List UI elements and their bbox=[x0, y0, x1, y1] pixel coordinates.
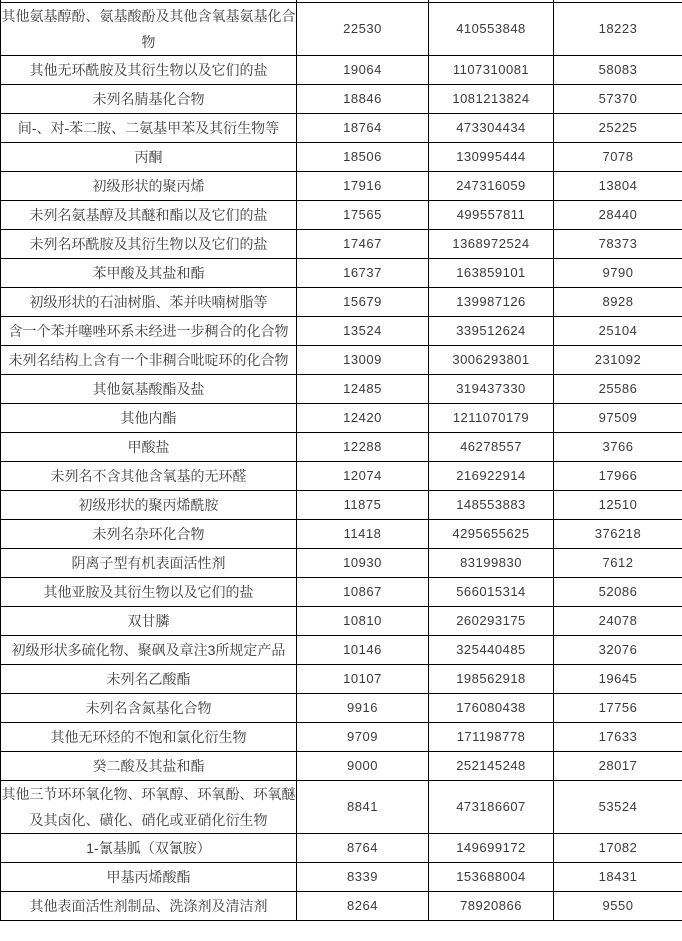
value-cell-1: 22530 bbox=[297, 3, 429, 56]
value-cell-2: 149699172 bbox=[429, 834, 554, 863]
table-row bbox=[1, 462, 682, 491]
value-cell-2: 566015314 bbox=[429, 578, 554, 607]
value-cell-2: 252145248 bbox=[429, 752, 554, 781]
table-row bbox=[1, 404, 682, 433]
table-row bbox=[1, 143, 682, 172]
value-cell-3: 24078 bbox=[554, 607, 682, 636]
product-name-cell: 未列名含氮基化合物 bbox=[1, 694, 297, 723]
table-row bbox=[1, 665, 682, 694]
value-cell-1: 8764 bbox=[297, 834, 429, 863]
value-cell-1: 8264 bbox=[297, 892, 429, 921]
product-name-cell: 初级形状的聚丙烯酰胺 bbox=[1, 491, 297, 520]
product-name-cell: 苯甲酸及其盐和酯 bbox=[1, 259, 297, 288]
product-name-cell: 1-氰基胍（双氰胺） bbox=[1, 834, 297, 863]
table-row bbox=[1, 607, 682, 636]
table-row bbox=[1, 694, 682, 723]
product-name-cell: 初级形状多硫化物、聚砜及章注3所规定产品 bbox=[1, 636, 297, 665]
value-cell-1: 9709 bbox=[297, 723, 429, 752]
table-row bbox=[1, 259, 682, 288]
table-row bbox=[1, 288, 682, 317]
value-cell-3: 7078 bbox=[554, 143, 682, 172]
table-row bbox=[1, 491, 682, 520]
product-name-cell: 未列名不含其他含氧基的无环醛 bbox=[1, 462, 297, 491]
table-row bbox=[1, 549, 682, 578]
value-cell-3: 3766 bbox=[554, 433, 682, 462]
value-cell-1: 12074 bbox=[297, 462, 429, 491]
table-row bbox=[1, 375, 682, 404]
product-name-cell: 其他表面活性剂制品、洗涤剂及清洁剂 bbox=[1, 892, 297, 921]
value-cell-3: 18223 bbox=[554, 3, 682, 56]
value-cell-2: 1107310081 bbox=[429, 56, 554, 85]
value-cell-1: 17565 bbox=[297, 201, 429, 230]
table-row bbox=[1, 346, 682, 375]
value-cell-1: 11875 bbox=[297, 491, 429, 520]
table-row bbox=[1, 201, 682, 230]
product-name-cell: 含一个苯并噻唑环系未经进一步稠合的化合物 bbox=[1, 317, 297, 346]
value-cell-2: 4295655625 bbox=[429, 520, 554, 549]
value-cell-3: 7612 bbox=[554, 549, 682, 578]
product-name-cell: 双甘膦 bbox=[1, 607, 297, 636]
value-cell-2: 171198778 bbox=[429, 723, 554, 752]
value-cell-2: 499557811 bbox=[429, 201, 554, 230]
value-cell-1: 10107 bbox=[297, 665, 429, 694]
product-name-cell: 其他内酯 bbox=[1, 404, 297, 433]
value-cell-2: 148553883 bbox=[429, 491, 554, 520]
value-cell-2: 260293175 bbox=[429, 607, 554, 636]
product-name-cell: 未列名氨基醇及其醚和酯以及它们的盐 bbox=[1, 201, 297, 230]
value-cell-2: 473304434 bbox=[429, 114, 554, 143]
value-cell-3: 32076 bbox=[554, 636, 682, 665]
value-cell-2: 139987126 bbox=[429, 288, 554, 317]
value-cell-2: 46278557 bbox=[429, 433, 554, 462]
value-cell-1: 10930 bbox=[297, 549, 429, 578]
product-name-cell: 初级形状的石油树脂、苯并呋喃树脂等 bbox=[1, 288, 297, 317]
table-row bbox=[1, 3, 682, 56]
value-cell-3: 17756 bbox=[554, 694, 682, 723]
value-cell-3: 97509 bbox=[554, 404, 682, 433]
value-cell-2: 1211070179 bbox=[429, 404, 554, 433]
table-row bbox=[1, 114, 682, 143]
value-cell-3: 231092 bbox=[554, 346, 682, 375]
value-cell-1: 12288 bbox=[297, 433, 429, 462]
value-cell-3: 25586 bbox=[554, 375, 682, 404]
value-cell-1: 18764 bbox=[297, 114, 429, 143]
value-cell-3: 57370 bbox=[554, 85, 682, 114]
product-name-cell: 丙酮 bbox=[1, 143, 297, 172]
table-row bbox=[1, 230, 682, 259]
table-body bbox=[1, 0, 682, 921]
value-cell-3: 28017 bbox=[554, 752, 682, 781]
value-cell-1: 12485 bbox=[297, 375, 429, 404]
value-cell-1: 8339 bbox=[297, 863, 429, 892]
value-cell-1: 12420 bbox=[297, 404, 429, 433]
product-name-cell: 未列名环酰胺及其衍生物以及它们的盐 bbox=[1, 230, 297, 259]
table-row bbox=[1, 636, 682, 665]
value-cell-1: 13009 bbox=[297, 346, 429, 375]
value-cell-1: 10867 bbox=[297, 578, 429, 607]
value-cell-2: 153688004 bbox=[429, 863, 554, 892]
value-cell-2: 339512624 bbox=[429, 317, 554, 346]
table-row bbox=[1, 723, 682, 752]
table-row bbox=[1, 85, 682, 114]
product-name-cell: 间-、对-苯二胺、二氨基甲苯及其衍生物等 bbox=[1, 114, 297, 143]
value-cell-3: 19645 bbox=[554, 665, 682, 694]
value-cell-2: 473186607 bbox=[429, 781, 554, 834]
table-row bbox=[1, 433, 682, 462]
value-cell-1: 16737 bbox=[297, 259, 429, 288]
value-cell-3: 9790 bbox=[554, 259, 682, 288]
value-cell-3: 28440 bbox=[554, 201, 682, 230]
product-name-cell: 甲基丙烯酸酯 bbox=[1, 863, 297, 892]
product-name-cell: 其他氨基醇酚、氨基酸酚及其他含氧基氨基化合物 bbox=[1, 3, 297, 56]
product-name-cell: 其他三节环环氧化物、环氧醇、环氧酚、环氧醚及其卤化、磺化、硝化或亚硝化衍生物 bbox=[1, 781, 297, 834]
value-cell-3: 17633 bbox=[554, 723, 682, 752]
value-cell-3: 58083 bbox=[554, 56, 682, 85]
value-cell-3: 78373 bbox=[554, 230, 682, 259]
product-name-cell: 初级形状的聚丙烯 bbox=[1, 172, 297, 201]
value-cell-3: 25225 bbox=[554, 114, 682, 143]
value-cell-3: 13804 bbox=[554, 172, 682, 201]
value-cell-2: 1081213824 bbox=[429, 85, 554, 114]
value-cell-1: 18846 bbox=[297, 85, 429, 114]
value-cell-1: 9916 bbox=[297, 694, 429, 723]
value-cell-3: 18431 bbox=[554, 863, 682, 892]
value-cell-1: 8841 bbox=[297, 781, 429, 834]
product-name-cell: 其他无环烃的不饱和氯化衍生物 bbox=[1, 723, 297, 752]
product-name-cell: 未列名杂环化合物 bbox=[1, 520, 297, 549]
value-cell-2: 130995444 bbox=[429, 143, 554, 172]
product-name-cell: 其他氨基酸酯及盐 bbox=[1, 375, 297, 404]
value-cell-1: 17916 bbox=[297, 172, 429, 201]
product-name-cell: 甲酸盐 bbox=[1, 433, 297, 462]
value-cell-1: 10146 bbox=[297, 636, 429, 665]
value-cell-1: 17467 bbox=[297, 230, 429, 259]
product-name-cell: 未列名腈基化合物 bbox=[1, 85, 297, 114]
value-cell-2: 319437330 bbox=[429, 375, 554, 404]
value-cell-2: 83199830 bbox=[429, 549, 554, 578]
value-cell-1: 15679 bbox=[297, 288, 429, 317]
value-cell-2: 198562918 bbox=[429, 665, 554, 694]
value-cell-3: 25104 bbox=[554, 317, 682, 346]
value-cell-2: 176080438 bbox=[429, 694, 554, 723]
value-cell-1: 11418 bbox=[297, 520, 429, 549]
value-cell-3: 17082 bbox=[554, 834, 682, 863]
value-cell-1: 9000 bbox=[297, 752, 429, 781]
value-cell-3: 53524 bbox=[554, 781, 682, 834]
value-cell-2: 3006293801 bbox=[429, 346, 554, 375]
value-cell-3: 17966 bbox=[554, 462, 682, 491]
value-cell-2: 163859101 bbox=[429, 259, 554, 288]
value-cell-3: 52086 bbox=[554, 578, 682, 607]
value-cell-3: 9550 bbox=[554, 892, 682, 921]
product-name-cell: 未列名结构上含有一个非稠合吡啶环的化合物 bbox=[1, 346, 297, 375]
product-name-cell: 癸二酸及其盐和酯 bbox=[1, 752, 297, 781]
table-row bbox=[1, 781, 682, 834]
value-cell-1: 18506 bbox=[297, 143, 429, 172]
table-row bbox=[1, 317, 682, 346]
value-cell-2: 1368972524 bbox=[429, 230, 554, 259]
product-name-cell: 其他亚胺及其衍生物以及它们的盐 bbox=[1, 578, 297, 607]
value-cell-3: 376218 bbox=[554, 520, 682, 549]
value-cell-2: 78920866 bbox=[429, 892, 554, 921]
table-row bbox=[1, 172, 682, 201]
product-name-cell: 阴离子型有机表面活性剂 bbox=[1, 549, 297, 578]
product-name-cell: 其他无环酰胺及其衍生物以及它们的盐 bbox=[1, 56, 297, 85]
table-row bbox=[1, 520, 682, 549]
value-cell-3: 12510 bbox=[554, 491, 682, 520]
value-cell-1: 13524 bbox=[297, 317, 429, 346]
product-name-cell: 未列名乙酸酯 bbox=[1, 665, 297, 694]
value-cell-2: 410553848 bbox=[429, 3, 554, 56]
value-cell-2: 216922914 bbox=[429, 462, 554, 491]
table-row bbox=[1, 863, 682, 892]
value-cell-1: 19064 bbox=[297, 56, 429, 85]
value-cell-2: 325440485 bbox=[429, 636, 554, 665]
table-row bbox=[1, 834, 682, 863]
value-cell-2: 247316059 bbox=[429, 172, 554, 201]
value-cell-3: 8928 bbox=[554, 288, 682, 317]
table-row bbox=[1, 56, 682, 85]
table-row bbox=[1, 578, 682, 607]
table-row bbox=[1, 752, 682, 781]
value-cell-1: 10810 bbox=[297, 607, 429, 636]
table-row bbox=[1, 892, 682, 921]
